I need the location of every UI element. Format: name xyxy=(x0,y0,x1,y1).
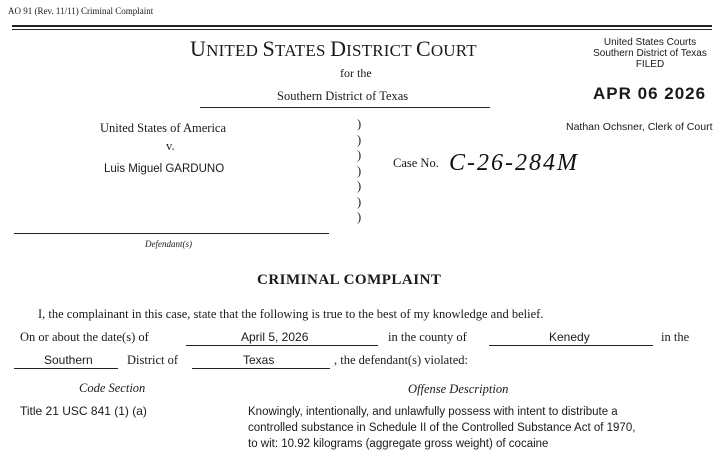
offense-date-field: April 5, 2026 xyxy=(241,330,309,344)
caption-brackets: ) ) ) ) ) ) ) xyxy=(357,117,362,224)
state-field: Texas xyxy=(243,353,275,367)
stamp-clerk: Nathan Ochsner, Clerk of Court xyxy=(566,121,713,133)
offense-line-2: controlled substance in Schedule II of the Controlled Substance Act of 1970, xyxy=(248,422,636,434)
offense-line-3: to wit: 10.92 kilograms (aggregate gross weight) of cocaine xyxy=(248,438,549,450)
code-section-value: Title 21 USC 841 (1) (a) xyxy=(20,404,147,418)
county-underline xyxy=(489,345,653,346)
district-underline xyxy=(200,107,490,108)
court-district: Southern District of Texas xyxy=(277,89,409,103)
court-title: UNITED STATES DISTRICT COURT xyxy=(190,36,477,61)
date-label: On or about the date(s) of xyxy=(20,330,149,344)
versus-text: v. xyxy=(166,139,175,153)
county-field: Kenedy xyxy=(549,330,590,344)
filed-stamp xyxy=(590,37,710,70)
offense-description-header: Offense Description xyxy=(408,382,509,396)
offense-line-1: Knowingly, intentionally, and unlawfully possess with intent to distribute a xyxy=(248,406,618,418)
region-underline xyxy=(14,368,118,369)
state-underline xyxy=(192,368,330,369)
top-rule-thick xyxy=(12,25,712,27)
plaintiff-name: United States of America xyxy=(100,121,227,135)
date-underline xyxy=(186,345,378,346)
complaint-heading: CRIMINAL COMPLAINT xyxy=(257,272,442,288)
in-the-label: in the xyxy=(661,330,690,344)
form-identifier: AO 91 (Rev. 11/11) Criminal Complaint xyxy=(8,6,154,16)
code-section-header: Code Section xyxy=(79,381,146,395)
stamp-date: APR 06 2026 xyxy=(593,84,707,103)
case-number-handwritten: C-26-284M xyxy=(449,150,579,176)
defendant-underline xyxy=(14,233,329,234)
defendant-label: Defendant(s) xyxy=(145,239,192,249)
defendant-name: Luis Miguel GARDUNO xyxy=(104,163,225,175)
case-number-label: Case No. xyxy=(393,156,439,170)
offense-description-value xyxy=(248,404,708,452)
stamp-line-courts: United States Courts xyxy=(603,37,697,48)
for-the-text: for the xyxy=(340,66,372,80)
complainant-statement: I, the complainant in this case, state that the following is true to the best of my knowledge and belief. xyxy=(38,307,544,321)
top-rule-thin xyxy=(12,29,712,30)
district-region-field: Southern xyxy=(44,353,93,367)
county-label: in the county of xyxy=(388,330,467,344)
district-of-label: District of xyxy=(127,353,179,367)
stamp-line-district: Southern District of Texas xyxy=(593,48,707,59)
violated-label: , the defendant(s) violated: xyxy=(334,353,468,367)
stamp-line-filed: FILED xyxy=(635,59,665,70)
